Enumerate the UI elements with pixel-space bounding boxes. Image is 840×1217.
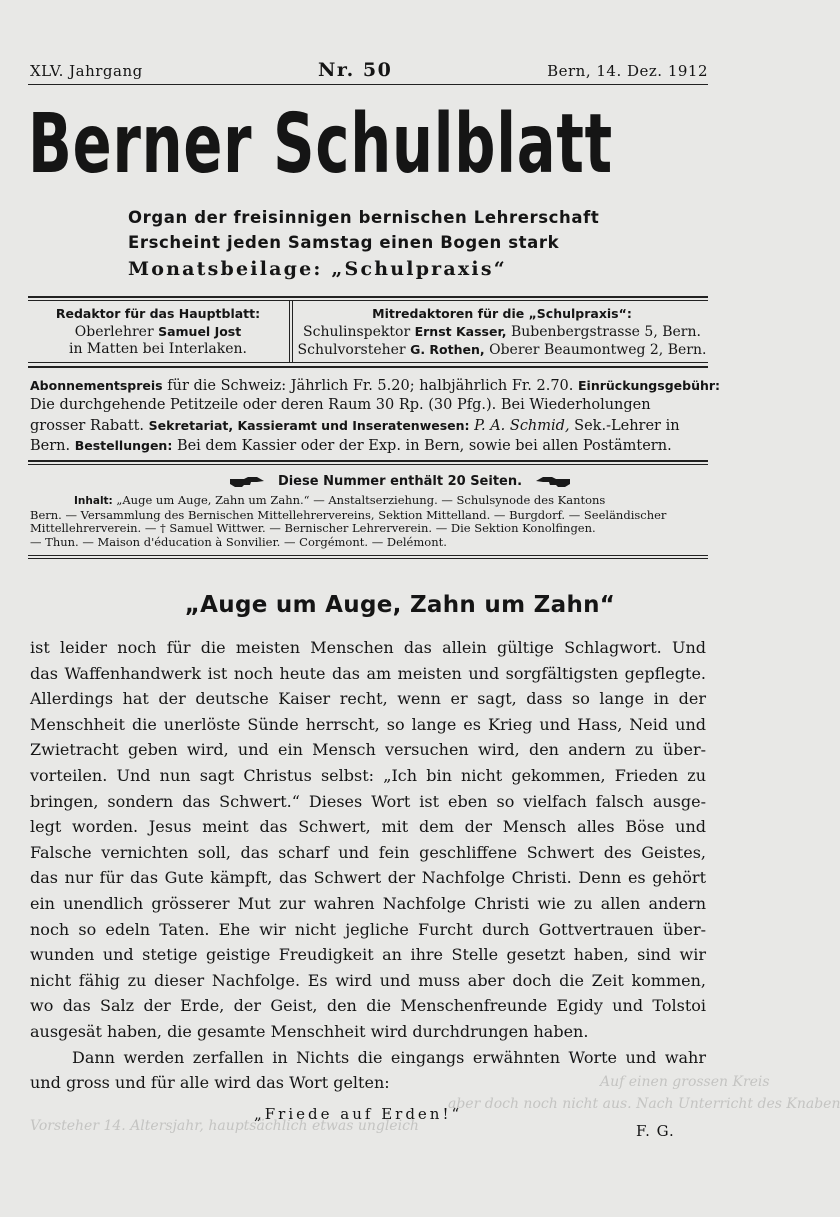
- article-line: ausgesät haben, die gesamte Menschheit wird durchdrungen haben.: [30, 1022, 589, 1041]
- pointing-hand-left-icon: [533, 476, 571, 488]
- subscription-price-label: Abonnementspreis: [30, 378, 163, 393]
- contents-rule-2: [28, 558, 708, 559]
- editors-rule-top: [28, 296, 708, 298]
- secretariat-place: Bern.: [30, 437, 71, 454]
- closing-quote: „Friede auf Erden!“: [254, 1105, 463, 1123]
- article-line: das Waffenhandwerk ist noch heute das am meisten und sorgfältigsten gepflegte.: [30, 663, 706, 683]
- editors-rule-top-2: [28, 300, 708, 301]
- volume-label: XLV. Jahrgang: [30, 62, 143, 80]
- page-count-text: Diese Nummer enthält 20 Seiten.: [277, 474, 523, 489]
- article-line: nicht fähig zu dieser Nachfolge. Es wird und muss aber doch die Zeit kommen,: [30, 970, 706, 990]
- article-line: noch so edeln Taten. Ehe wir nicht jegliche Furcht durch Gottvertrauen über-: [30, 919, 706, 939]
- chief-editor-place: in Matten bei Interlaken.: [68, 341, 247, 357]
- article-line: bringen, sondern das Schwert.“ Dieses Wort ist eben so vielfach falsch ausge-: [30, 791, 706, 811]
- article-line: wunden und stetige geistige Freudigkeit an ihre Stelle gesetzt haben, sind wir: [30, 945, 706, 965]
- article-line: wo das Salz der Erde, der Geist, den die Menschenfreunde Egidy und Tolstoi: [30, 996, 706, 1016]
- article-line: legt worden. Jesus meint das Schwert, mit dem der Mensch alles Böse und: [30, 817, 706, 837]
- contents-line-1: „Auge um Auge, Zahn um Zahn.“ — Anstaltserziehung. — Schulsynode des Kantons: [116, 493, 606, 507]
- editors-rule-bottom: [28, 362, 708, 363]
- masthead-frequency: Erscheint jeden Samstag einen Bogen stark: [128, 233, 560, 252]
- editors-divider: [289, 300, 290, 362]
- contents-line-3: Mittellehrerverein. — † Samuel Wittwer. — Bernischer Lehrerverein. — Die Sektion Konolfingen.: [30, 521, 596, 535]
- chief-editor-name: Samuel Jost: [158, 324, 242, 339]
- pointing-hand-right-icon: [229, 476, 267, 488]
- bleed-through-line-2: aber doch noch nicht aus. Nach Unterricht des Knaben: [448, 1096, 840, 1112]
- co-editor-2-address: Oberer Beaumontweg 2, Bern.: [489, 342, 707, 358]
- orders-text: Bei dem Kassier oder der Exp. in Bern, sowie bei allen Postämtern.: [176, 437, 672, 454]
- co-editors-block: [296, 305, 708, 359]
- discount-text: grosser Rabatt.: [30, 417, 145, 434]
- article-line: Zwietracht geben wird, und ein Mensch versuchen wird, den andern zu über-: [30, 740, 706, 760]
- chief-editor-block: [30, 305, 286, 358]
- issue-number: Nr. 50: [318, 59, 393, 81]
- monthly-supplement: Monatsbeilage: „Schulpraxis“: [128, 258, 507, 280]
- editors-divider-2: [292, 300, 293, 362]
- contents-line-4: — Thun. — Maison d'éducation à Sonvilier. — Corgémont. — Delémont.: [30, 534, 447, 549]
- bleed-through-line-3: Vorsteher 14. Altersjahr, hauptsächlich etwas ungleich: [30, 1118, 419, 1134]
- article-line: Menschheit die unerlöste Sünde herrscht, so lange es Krieg und Hass, Neid und: [30, 714, 706, 734]
- subscription-rule: [28, 460, 708, 462]
- orders-label: Bestellungen:: [74, 437, 173, 453]
- article-line: und gross und für alle wird das Wort gelten:: [30, 1073, 390, 1093]
- article-line: Allerdings hat der deutsche Kaiser recht, wenn er sagt, dass so lange in der: [30, 689, 706, 709]
- article-line: Dann werden zerfallen in Nichts die eingangs erwähnten Worte und wahr: [72, 1047, 706, 1067]
- chief-editor-prefix: Oberlehrer: [74, 324, 154, 340]
- masthead-subtitle: Organ der freisinnigen bernischen Lehrerschaft: [128, 208, 600, 227]
- issue-date: Bern, 14. Dez. 1912: [547, 62, 708, 80]
- article-line: das nur für das Gute kämpft, das Schwert der Nachfolge Christi. Denn es gehört: [30, 868, 706, 888]
- editors-rule-bottom-2: [28, 366, 708, 368]
- co-editor-2-name: G. Rothen,: [410, 342, 485, 357]
- article-line: vorteilen. Und nun sagt Christus selbst: „Ich bin nicht gekommen, Frieden zu: [30, 766, 706, 785]
- co-editor-1-address: Bubenbergstrasse 5, Bern.: [510, 324, 701, 340]
- chief-editor-heading: Redaktor für das Hauptblatt:: [55, 306, 261, 321]
- page-count-notice: [0, 474, 800, 489]
- insertion-fee-text: Die durchgehende Petitzeile oder deren Raum 30 Rp. (30 Pfg.). Bei Wiederholungen: [30, 397, 651, 414]
- contents-line-2: Bern. — Versammlung des Bernischen Mittellehrervereins, Sektion Mittelland. — Burgdorf. — Seeländischer: [30, 507, 667, 522]
- subscription-rule-2: [28, 464, 708, 465]
- secretariat-name: P. A. Schmid,: [474, 417, 570, 434]
- co-editor-1-name: Ernst Kasser,: [414, 324, 507, 339]
- article-line: ein unendlich grösserer Mut zur wahren Nachfolge Christi wie zu allen andern: [30, 894, 706, 913]
- article-line: Falsche vernichten soll, das scharf und fein geschliffene Schwert des Geistes,: [30, 842, 706, 862]
- co-editor-2-prefix: Schulvorsteher: [297, 342, 406, 358]
- masthead-title: Berner Schulblatt: [28, 97, 613, 192]
- bleed-through-line-1: Auf einen grossen Kreis: [600, 1074, 770, 1090]
- secretariat-label: Sekretariat, Kassieramt und Inseratenwesen:: [148, 417, 470, 433]
- contents-rule: [28, 555, 708, 556]
- author-signature: F. G.: [636, 1122, 675, 1140]
- co-editor-1-prefix: Schulinspektor: [303, 324, 411, 340]
- contents-label: Inhalt:: [74, 495, 113, 507]
- co-editors-heading: Mitredaktoren für die „Schulpraxis“:: [372, 306, 632, 321]
- header-rule: [28, 84, 708, 85]
- article-line: ist leider noch für die meisten Menschen das allein gültige Schlagwort. Und: [30, 638, 706, 657]
- subscription-block: [30, 376, 720, 456]
- secretariat-role: Sek.-Lehrer in: [574, 417, 680, 434]
- insertion-fee-label: Einrückungsgebühr:: [578, 378, 721, 393]
- subscription-price-text: für die Schweiz: Jährlich Fr. 5.20; halbjährlich Fr. 2.70.: [167, 378, 574, 394]
- article-title: „Auge um Auge, Zahn um Zahn“: [184, 592, 616, 618]
- contents-block: [30, 494, 666, 549]
